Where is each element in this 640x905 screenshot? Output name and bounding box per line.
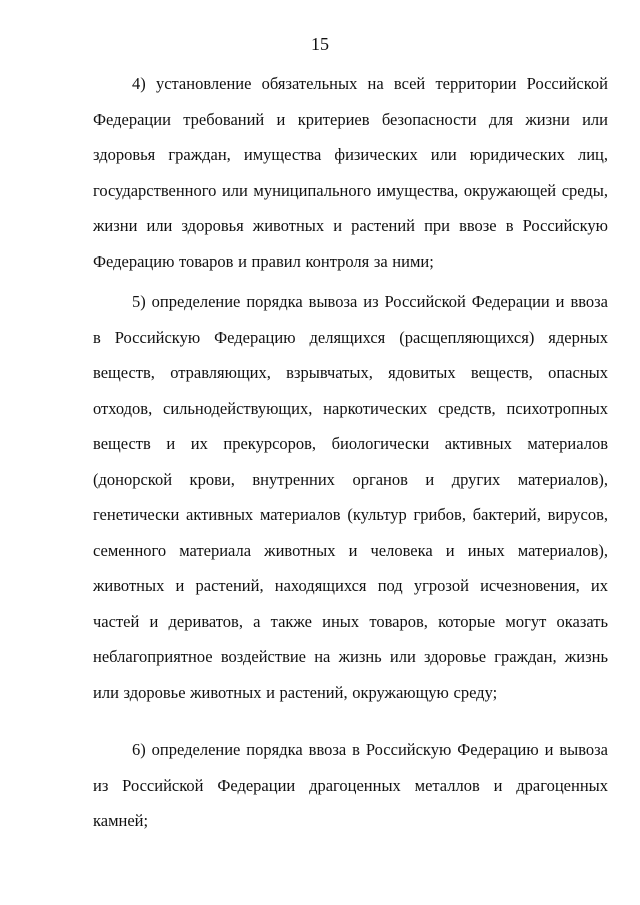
page-number: 15 [311, 34, 329, 54]
paragraph-item-4: 4) установление обязательных на всей территории Российской Федерации требований и критериев безопасности для жизни или здоровья граждан, имущества физических или юридических лиц, государственного или муниципального имущества, окружающей среды, жизни или здоровья животных и растений при ввозе в Российскую Федерацию товаров и правил контроля за ними; [93, 74, 608, 271]
paragraph-item-5: 5) определение порядка вывоза из Российской Федерации и ввоза в Российскую Федерацию делящихся (расщепляющихся) ядерных веществ, отравляющих, взрывчатых, ядовитых веществ, опасных отходов, сильнодействующих, наркотических средств, психотропных веществ и их прекурсоров, биологически активных материалов (донорской крови, внутренних органов и других материалов), генетически активных материалов (культур грибов, бактерий, вирусов, семенного материала животных и человека и иных материалов), животных и растений, находящихся под угрозой исчезновения, их частей и дериватов, а также иных товаров, которые могут оказать неблагоприятное воздействие на жизнь или здоровье граждан, жизнь или здоровье животных и растений, окружающую среду; [93, 292, 608, 702]
paragraph-item-6: 6) определение порядка ввоза в Российскую Федерацию и вывоза из Российской Федерации драгоценных металлов и драгоценных камней; [93, 740, 608, 830]
